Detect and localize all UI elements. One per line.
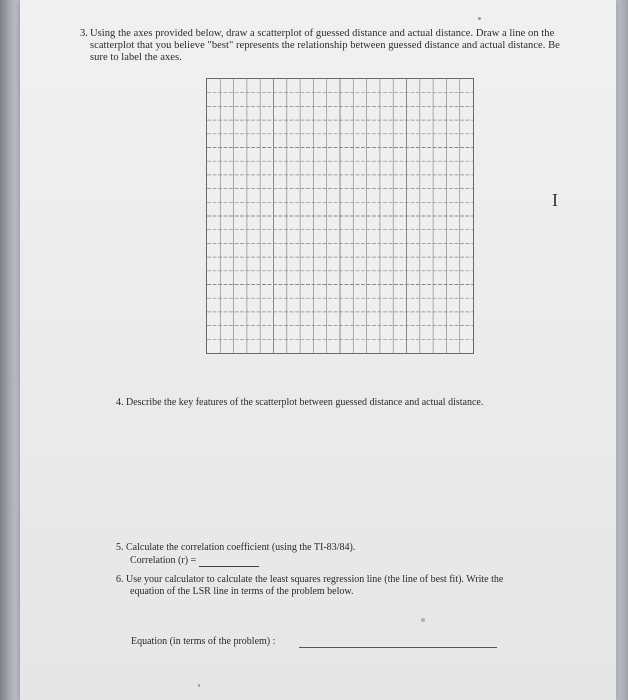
question-5 xyxy=(116,541,355,567)
correlation-row xyxy=(116,554,355,567)
question-3-text: Using the axes provided below, draw a scatterplot of guessed distance and actual distance. Draw a line on the scatterplot that you believe "best" represents the relationship between guessed distance and actual distance. Be sure to label the axes. xyxy=(90,28,560,63)
correlation-label: Correlation (r) = xyxy=(130,555,197,566)
question-6-line-1: 6. Use your calculator to calculate the least squares regression line (the line of best fit). Write the xyxy=(116,574,504,585)
text-cursor-icon: I xyxy=(552,190,558,210)
question-6 xyxy=(116,574,556,598)
paper-speck xyxy=(421,618,425,622)
question-6-line-2: equation of the LSR line in terms of the problem below. xyxy=(130,586,354,597)
question-3-number: 3. xyxy=(80,28,88,39)
paper-speck xyxy=(198,684,200,687)
correlation-answer-blank[interactable] xyxy=(199,557,259,567)
question-4: 4. Describe the key features of the scatterplot between guessed distance and actual distance. xyxy=(116,397,484,408)
question-3 xyxy=(80,28,560,64)
grid-lines xyxy=(207,79,473,353)
scatterplot-grid[interactable] xyxy=(206,78,474,354)
equation-answer-line[interactable] xyxy=(299,647,497,648)
binder-edge-left xyxy=(0,0,16,700)
paper-speck xyxy=(478,17,481,20)
binder-edge-right xyxy=(614,0,628,700)
equation-label: Equation (in terms of the problem) : xyxy=(131,636,276,647)
question-5-text: 5. Calculate the correlation coefficient (using the TI-83/84). xyxy=(116,542,356,553)
